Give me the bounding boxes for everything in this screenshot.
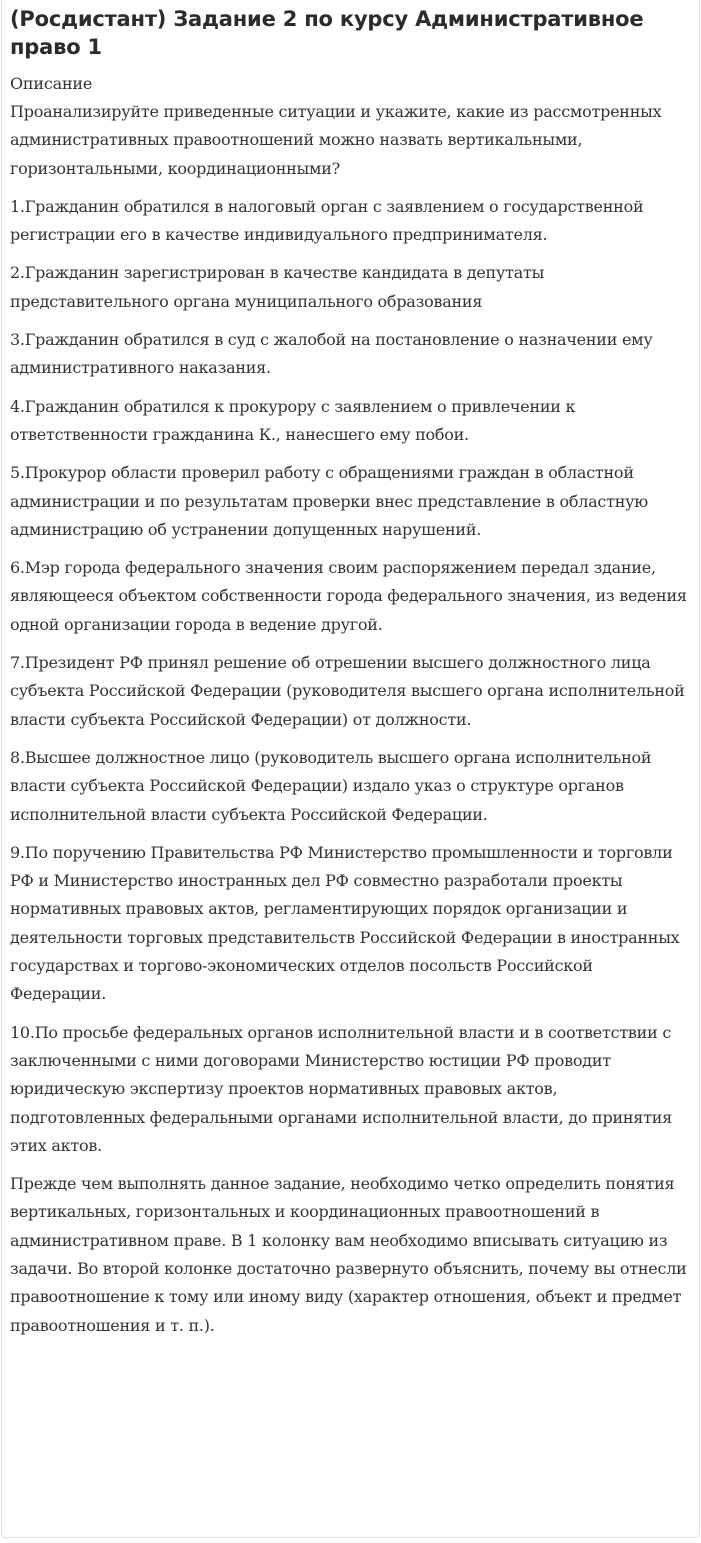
situation-5: 5.Прокурор области проверил работу с обращениями граждан в областной администрации и по результатам проверки внес представление в областную администрацию об устранении допущенных нарушений. xyxy=(10,463,648,539)
situation-9: 9.По поручению Правительства РФ Министерство промышленности и торговли РФ и Министерство иностранных дел РФ совместно разработали проекты нормативных правовых актов, регламентирующих порядок организации и деятельности торговых представительств Российской Федерации в иностранных государствах и торгово-экономических отделов посольств Российской Федерации. xyxy=(10,842,680,1004)
situation-7: 7.Президент РФ принял решение об отрешении высшего должностного лица субъекта Российской Федерации (руководителя высшего органа исполнительной власти субъекта Российской Федерации) от должности. xyxy=(10,653,685,729)
situation-10: 10.По просьбе федеральных органов исполнительной власти и в соответствии с заключенными с ними договорами Министерство юстиции РФ проводит юридическую экспертизу проектов нормативных правовых актов, подготовленных федеральными органами исполнительной власти, до принятия этих актов. xyxy=(10,1022,672,1155)
situation-4: 4.Гражданин обратился к прокурору с заявлением о привлечении к ответственности гражданина К., нанесшего ему побои. xyxy=(10,396,576,444)
situation-8: 8.Высшее должностное лицо (руководитель высшего органа исполнительной власти субъекта Российской Федерации) издало указ о структуре органов исполнительной власти субъекта Российской Федерации. xyxy=(10,747,652,824)
task-intro: Проанализируйте приведенные ситуации и укажите, какие из рассмотренных административных правоотношений можно назвать вертикальными, горизонтальными, координационными? xyxy=(10,102,662,178)
situation-2: 2.Гражданин зарегистрирован в качестве кандидата в депутаты представительного органа муниципального образования xyxy=(10,263,545,311)
page-title: (Росдистант) Задание 2 по курсу Административное право 1 xyxy=(10,7,644,59)
task-instructions: Прежде чем выполнять данное задание, необходимо четко определить понятия вертикальных, горизонтальных и координационных правоотношений в административном праве. В 1 колонку вам необходимо вписывать ситуацию из задачи. Во второй колонке достаточно развернуто объяснить, почему вы отнесли правоотношение к тому или иному виду (характер отношения, объект и предмет правоотношения и т. п.). xyxy=(10,1174,687,1335)
situation-3: 3.Гражданин обратился в суд с жалобой на постановление о назначении ему административного наказания. xyxy=(10,330,653,378)
situation-6: 6.Мэр города федерального значения своим распоряжением передал здание, являющееся объектом собственности города федерального значения, из ведения одной организации города в ведение другой. xyxy=(10,558,687,634)
task-card xyxy=(1,0,700,1538)
situation-1: 1.Гражданин обратился в налоговый орган с заявлением о государственной регистрации его в качестве индивидуального предпринимателя. xyxy=(10,196,644,245)
description-label: Описание xyxy=(10,74,93,93)
